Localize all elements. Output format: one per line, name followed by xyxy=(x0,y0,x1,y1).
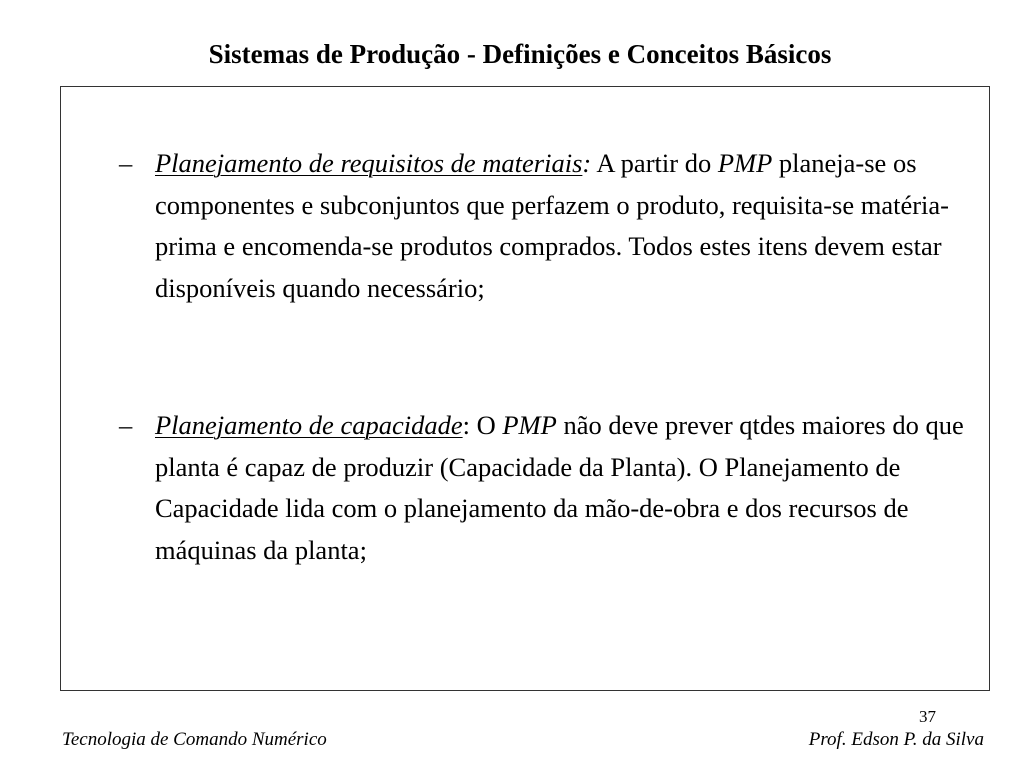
bullet-term: Planejamento de requisitos de materiais xyxy=(155,148,583,178)
bullet-text xyxy=(155,143,990,309)
bullet-dash: – xyxy=(119,410,133,440)
bullet-dash: – xyxy=(119,148,133,178)
slide-title: Sistemas de Produção - Definições e Conceitos Básicos xyxy=(208,39,832,69)
bullet-lead: A partir do xyxy=(591,148,718,178)
bullet-separator: : xyxy=(462,410,470,440)
bullet-item-material-requirements xyxy=(119,143,989,309)
bullet-item-capacity-planning xyxy=(119,405,989,571)
footer-author: Prof. Edson P. da Silva xyxy=(808,729,984,750)
content-box xyxy=(60,86,990,691)
bullet-body: planeja-se os componentes e subconjuntos que perfazem o produto, requisita-se matéria-prima e encomenda-se produtos comprados. Todos estes itens devem estar disponíveis quando necessário; xyxy=(155,148,950,303)
bullet-separator: : xyxy=(582,148,592,178)
pmp-abbreviation: PMP xyxy=(502,410,557,440)
bullet-term: Planejamento de capacidade xyxy=(155,410,463,440)
page-number: 37 xyxy=(919,707,936,726)
bullet-lead: O xyxy=(469,410,503,440)
footer-course-name: Tecnologia de Comando Numérico xyxy=(62,729,327,750)
pmp-abbreviation: PMP xyxy=(717,148,773,178)
bullet-body: não deve prever qtdes maiores do que planta é capaz de produzir (Capacidade da Planta). O Planejamento de Capacidade lida com o planejamento da mão-de-obra e dos recursos de máquinas da planta; xyxy=(155,410,964,565)
bullet-text xyxy=(155,405,990,571)
